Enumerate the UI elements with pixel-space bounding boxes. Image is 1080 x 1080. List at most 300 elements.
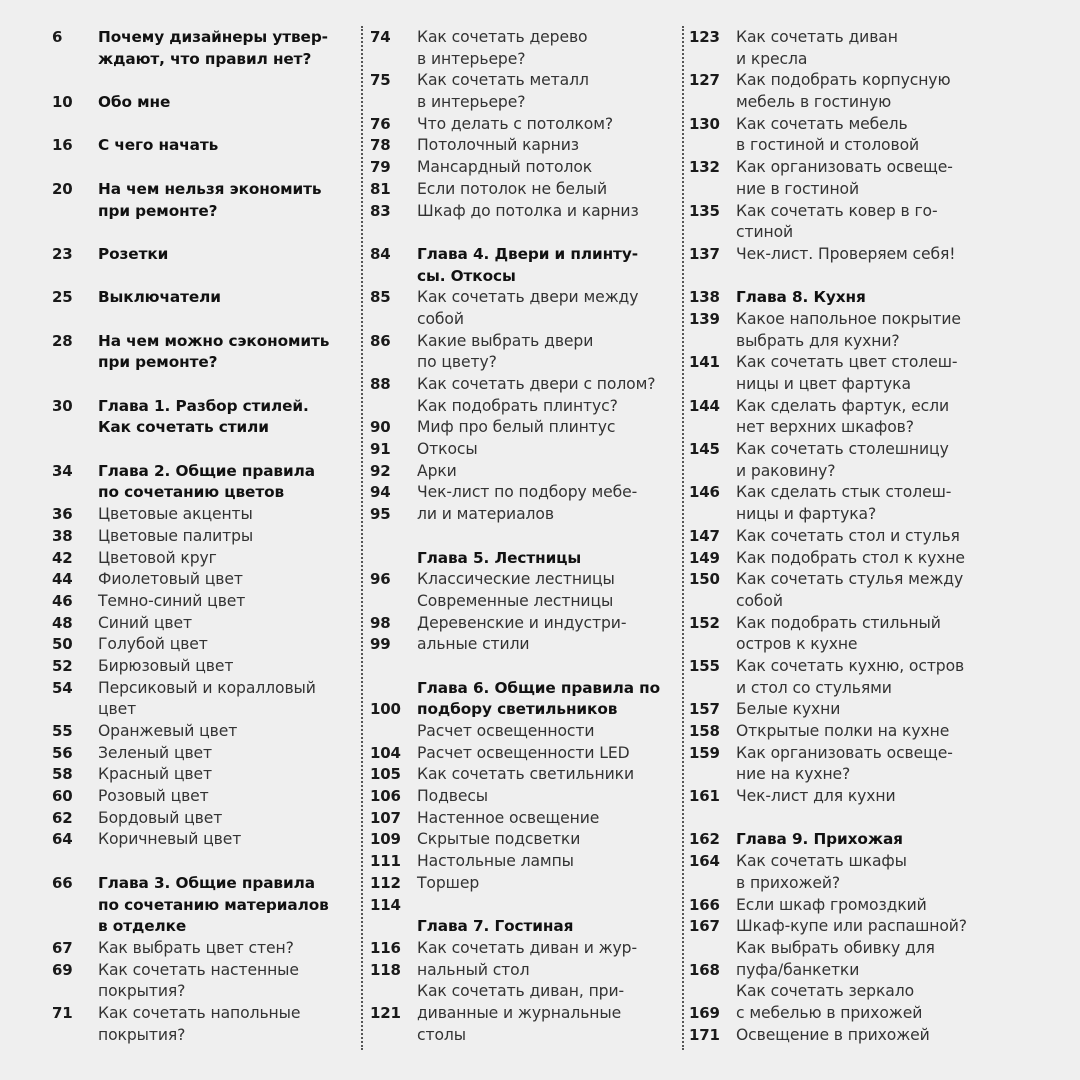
toc-page-number: 44 — [52, 570, 73, 589]
toc-page-number: 91 — [370, 440, 391, 459]
toc-entry-line — [370, 49, 670, 71]
toc-heading-line — [52, 461, 342, 483]
toc-entry-line — [370, 179, 670, 201]
toc-entry-title: Как сочетать стол и стулья — [736, 526, 960, 545]
toc-entry-title: Бордовый цвет — [98, 808, 223, 827]
toc-entry-line — [370, 92, 670, 114]
toc-page-number: 67 — [52, 938, 73, 957]
toc-page-number — [689, 873, 736, 895]
toc-entry-line — [689, 764, 989, 786]
toc-entry-line — [689, 461, 989, 483]
toc-entry-title: покрытия? — [98, 1025, 186, 1044]
toc-entry-line — [689, 613, 989, 635]
toc-entry-title: Подвесы — [417, 787, 489, 806]
toc-entry-line — [370, 786, 670, 808]
toc-entry-line — [52, 504, 342, 526]
toc-entry-line — [689, 49, 989, 71]
toc-entry-title: ли и материалов — [417, 505, 554, 524]
toc-entry-title: собой — [417, 309, 464, 328]
toc-page-number: 114 — [370, 895, 401, 914]
column-divider — [682, 26, 684, 1050]
toc-entry-title: ждают, что правил нет? — [98, 49, 312, 68]
toc-page-number: 52 — [52, 656, 73, 675]
toc-entry-line — [689, 331, 989, 353]
toc-page-number: 111 — [370, 852, 401, 871]
toc-page-number — [689, 981, 736, 1003]
toc-entry-title: Настольные лампы — [417, 852, 574, 871]
toc-entry-line — [52, 981, 342, 1003]
toc-entry-line — [370, 482, 670, 504]
toc-page-number — [52, 352, 98, 374]
toc-page-number: 130 — [689, 114, 720, 133]
toc-page-number — [689, 331, 736, 353]
toc-entry-title: Если шкаф громоздкий — [736, 895, 927, 914]
toc-entry-title: Как сочетать диван — [736, 28, 898, 46]
toc-entry-title: Открытые полки на кухне — [736, 722, 950, 740]
toc-entry-title: Как сочетать настенные — [98, 960, 299, 979]
toc-page-number: 36 — [52, 505, 73, 524]
toc-page-number: 28 — [52, 331, 73, 350]
toc-entry-title: Глава 3. Общие правила — [98, 873, 315, 892]
toc-entry-title: Выключатели — [98, 288, 221, 307]
toc-entry-title: в прихожей? — [736, 873, 841, 892]
toc-page-number — [370, 309, 417, 331]
toc-page-number: 92 — [370, 461, 391, 480]
toc-spacer — [52, 114, 342, 136]
toc-entry-title: Голубой цвет — [98, 635, 208, 654]
toc-spacer — [52, 222, 342, 244]
toc-page-number: 171 — [689, 1025, 720, 1044]
toc-entry-line — [370, 981, 670, 1003]
toc-page-number: 127 — [689, 71, 720, 90]
toc-page-number: 155 — [689, 656, 720, 675]
toc-page-number — [52, 482, 98, 504]
toc-entry-title: Цветовые акценты — [98, 505, 253, 524]
toc-entry-title: Фиолетовый цвет — [98, 570, 243, 589]
toc-entry-title: Как сочетать диван и жур- — [417, 938, 638, 957]
toc-heading-line — [370, 266, 670, 288]
toc-entry-line — [52, 786, 342, 808]
toc-heading-line — [52, 895, 342, 917]
toc-entry-title: и кресла — [736, 49, 808, 68]
toc-entry-line — [689, 309, 989, 331]
toc-page-number: 34 — [52, 461, 73, 480]
toc-page-number — [689, 461, 736, 483]
toc-entry-line — [52, 591, 342, 613]
toc-entry-line — [689, 157, 989, 179]
toc-entry-line — [689, 938, 989, 960]
toc-heading-line — [370, 244, 670, 266]
toc-entry-line — [689, 439, 989, 461]
toc-entry-line — [52, 1025, 342, 1047]
toc-page-number: 76 — [370, 114, 391, 133]
toc-entry-line — [370, 287, 670, 309]
toc-entry-title: Как сочетать кухню, остров — [736, 656, 965, 675]
toc-entry-line — [689, 1003, 989, 1025]
column-divider — [361, 26, 363, 1050]
toc-entry-title: Как сочетать зеркало — [736, 982, 915, 1001]
toc-entry-line — [689, 851, 989, 873]
toc-entry-title: покрытия? — [98, 982, 186, 1001]
toc-entry-title: столы — [417, 1025, 466, 1044]
toc-entry-title: Глава 9. Прихожая — [736, 830, 903, 849]
toc-entry-title: Как подобрать корпусную — [736, 71, 951, 90]
toc-entry-line — [370, 1025, 670, 1047]
toc-page-number: 144 — [689, 396, 720, 415]
toc-entry-title: ние на кухне? — [736, 765, 851, 784]
toc-entry-title: подбору светильников — [417, 700, 618, 719]
toc-page-number — [689, 374, 736, 396]
toc-spacer — [52, 309, 342, 331]
toc-page-number: 6 — [52, 28, 63, 46]
toc-entry-line — [689, 482, 989, 504]
toc-entry-title: Как сделать фартук, если — [736, 396, 950, 415]
toc-page-number — [370, 981, 417, 1003]
toc-page-number: 139 — [689, 309, 720, 328]
toc-page-number: 100 — [370, 700, 401, 719]
toc-entry-line — [689, 895, 989, 917]
toc-entry-title: Потолочный карниз — [417, 136, 580, 155]
toc-page-number: 48 — [52, 613, 73, 632]
toc-page-number — [52, 417, 98, 439]
toc-entry-title: и раковину? — [736, 461, 836, 480]
toc-heading-line — [52, 244, 342, 266]
toc-entry-line — [689, 179, 989, 201]
toc-entry-line — [52, 569, 342, 591]
toc-entry-title: стиной — [736, 223, 794, 242]
toc-entry-line — [689, 222, 989, 244]
toc-entry-title: Как сочетать напольные — [98, 1003, 301, 1022]
toc-entry-title: Белые кухни — [736, 700, 841, 719]
toc-entry-line — [52, 808, 342, 830]
toc-page-number: 10 — [52, 93, 73, 112]
toc-entry-line — [689, 743, 989, 765]
toc-page-number — [52, 981, 98, 1003]
toc-entry-title: Как сочетать столешницу — [736, 440, 949, 459]
toc-heading-line — [689, 287, 989, 309]
toc-page-number: 58 — [52, 765, 73, 784]
toc-entry-line — [689, 27, 989, 49]
toc-heading-line — [52, 135, 342, 157]
toc-spacer — [52, 157, 342, 179]
toc-entry-line — [689, 1025, 989, 1047]
toc-heading-line — [370, 678, 670, 700]
toc-entry-title: по сочетанию материалов — [98, 895, 329, 914]
toc-entry-line — [370, 591, 670, 613]
toc-entry-line — [689, 699, 989, 721]
toc-spacer — [689, 266, 989, 288]
toc-heading-line — [52, 179, 342, 201]
toc-entry-title: Персиковый и коралловый — [98, 678, 316, 697]
toc-page-number — [370, 92, 417, 114]
toc-entry-line — [370, 851, 670, 873]
toc-entry-title: Как сочетать цвет столеш- — [736, 353, 958, 372]
toc-entry-title: Скрытые подсветки — [417, 830, 581, 849]
toc-page-number: 56 — [52, 743, 73, 762]
toc-page-number: 83 — [370, 201, 391, 220]
toc-page-number: 55 — [52, 722, 73, 740]
toc-page-number — [370, 396, 417, 418]
toc-page-number: 118 — [370, 960, 401, 979]
toc-entry-line — [370, 461, 670, 483]
toc-page-number: 71 — [52, 1003, 73, 1022]
toc-entry-line — [52, 634, 342, 656]
toc-column-2 — [370, 27, 670, 1046]
toc-entry-line — [370, 352, 670, 374]
toc-entry-line — [52, 1003, 342, 1025]
toc-page-number: 94 — [370, 483, 391, 502]
toc-page-number: 60 — [52, 787, 73, 806]
toc-entry-title: выбрать для кухни? — [736, 331, 900, 350]
toc-entry-line — [370, 439, 670, 461]
toc-entry-line — [370, 374, 670, 396]
toc-entry-line — [370, 157, 670, 179]
toc-entry-title: Чек-лист для кухни — [736, 787, 896, 806]
toc-entry-title: в гостиной и столовой — [736, 136, 920, 155]
toc-page-number — [689, 938, 736, 960]
toc-entry-line — [370, 743, 670, 765]
toc-entry-line — [370, 895, 670, 917]
toc-heading-line — [52, 873, 342, 895]
toc-entry-line — [689, 656, 989, 678]
toc-entry-title: Глава 2. Общие правила — [98, 461, 315, 480]
toc-entry-title: ницы и цвет фартука — [736, 375, 911, 393]
toc-entry-title: Темно-синий цвет — [98, 591, 246, 610]
toc-entry-line — [52, 829, 342, 851]
toc-entry-title: Обо мне — [98, 93, 171, 112]
toc-entry-title: Глава 1. Разбор стилей. — [98, 396, 309, 415]
toc-entry-title: нет верхних шкафов? — [736, 418, 914, 437]
toc-entry-title: Как сочетать шкафы — [736, 852, 907, 871]
toc-entry-line — [370, 634, 670, 656]
toc-page-number: 135 — [689, 201, 720, 220]
toc-page-number — [689, 222, 736, 244]
toc-page-number: 152 — [689, 613, 720, 632]
toc-entry-title: нальный стол — [417, 960, 530, 979]
toc-entry-line — [370, 829, 670, 851]
toc-entry-title: и стол со стульями — [736, 678, 892, 697]
toc-page-number — [370, 49, 417, 71]
toc-spacer — [370, 656, 670, 678]
toc-entry-title: остров к кухне — [736, 635, 858, 654]
toc-page-number — [689, 591, 736, 613]
toc-page-number: 99 — [370, 635, 391, 654]
toc-entry-line — [689, 70, 989, 92]
toc-entry-line — [689, 92, 989, 114]
toc-entry-title: при ремонте? — [98, 201, 218, 220]
toc-page-number: 121 — [370, 1003, 401, 1022]
toc-page-number — [370, 678, 417, 700]
toc-entry-title: Розовый цвет — [98, 787, 209, 806]
toc-entry-line — [52, 743, 342, 765]
toc-entry-title: Освещение в прихожей — [736, 1025, 930, 1044]
toc-heading-line — [52, 92, 342, 114]
toc-entry-title: Глава 4. Двери и плинту- — [417, 244, 638, 263]
toc-entry-line — [370, 721, 670, 743]
toc-entry-title: Чек-лист. Проверяем себя! — [736, 244, 956, 263]
toc-entry-title: сы. Откосы — [417, 266, 516, 285]
toc-page-number: 75 — [370, 71, 391, 90]
toc-entry-line — [689, 960, 989, 982]
toc-spacer — [370, 222, 670, 244]
toc-page-number — [370, 721, 417, 743]
toc-entry-line — [52, 656, 342, 678]
toc-entry-title: ние в гостиной — [736, 179, 860, 198]
toc-entry-line — [689, 591, 989, 613]
toc-entry-title: Что делать с потолком? — [417, 114, 614, 133]
toc-entry-line — [370, 808, 670, 830]
toc-entry-title: Коричневый цвет — [98, 830, 242, 849]
toc-heading-line — [52, 287, 342, 309]
toc-page-number — [689, 92, 736, 114]
toc-entry-line — [52, 613, 342, 635]
toc-entry-title: в интерьере? — [417, 93, 526, 112]
toc-heading-line — [370, 548, 670, 570]
toc-spacer — [52, 851, 342, 873]
toc-page-number: 98 — [370, 613, 391, 632]
toc-page-number — [52, 895, 98, 917]
toc-page-number — [689, 504, 736, 526]
toc-page-number — [689, 764, 736, 786]
toc-page-number — [370, 591, 417, 613]
toc-entry-line — [689, 352, 989, 374]
toc-entry-line — [52, 699, 342, 721]
toc-page-number: 16 — [52, 136, 73, 155]
toc-entry-title: Какое напольное покрытие — [736, 309, 961, 328]
toc-spacer — [52, 266, 342, 288]
toc-page-number: 96 — [370, 570, 391, 589]
toc-entry-title: пуфа/банкетки — [736, 960, 860, 979]
toc-entry-line — [370, 938, 670, 960]
toc-entry-title: Как выбрать цвет стен? — [98, 938, 294, 957]
toc-page-number — [52, 201, 98, 223]
toc-entry-title: Настенное освещение — [417, 808, 600, 827]
toc-heading-line — [370, 916, 670, 938]
toc-page-number: 123 — [689, 28, 720, 46]
toc-page-number — [52, 699, 98, 721]
toc-heading-line — [52, 49, 342, 71]
toc-entry-line — [370, 569, 670, 591]
toc-page-number: 166 — [689, 895, 720, 914]
toc-page-number: 149 — [689, 548, 720, 567]
toc-entry-title: с мебелью в прихожей — [736, 1003, 923, 1022]
toc-page-number: 109 — [370, 830, 401, 849]
toc-entry-line — [370, 504, 670, 526]
toc-entry-line — [370, 70, 670, 92]
toc-entry-line — [370, 1003, 670, 1025]
toc-entry-title: Откосы — [417, 440, 478, 459]
toc-entry-title: Как организовать освеще- — [736, 743, 953, 762]
toc-page-number — [689, 135, 736, 157]
toc-entry-line — [52, 938, 342, 960]
toc-page-number: 46 — [52, 591, 73, 610]
toc-page-number: 95 — [370, 505, 391, 524]
toc-entry-title: Если потолок не белый — [417, 179, 607, 198]
toc-entry-title: Цветовые палитры — [98, 526, 254, 545]
toc-entry-title: Как сочетать стулья между — [736, 570, 964, 589]
toc-entry-title: Чек-лист по подбору мебе- — [417, 483, 638, 502]
toc-entry-line — [52, 678, 342, 700]
toc-entry-title: Почему дизайнеры утвер- — [98, 28, 328, 46]
toc-entry-line — [689, 417, 989, 439]
toc-entry-title: Как подобрать стильный — [736, 613, 941, 632]
toc-entry-line — [370, 417, 670, 439]
toc-heading-line — [52, 201, 342, 223]
toc-entry-line — [370, 114, 670, 136]
toc-entry-line — [52, 960, 342, 982]
toc-entry-title: Как сочетать светильники — [417, 765, 635, 784]
toc-heading-line — [52, 916, 342, 938]
toc-entry-title: Как сочетать металл — [417, 71, 589, 90]
toc-entry-title: На чем можно сэкономить — [98, 331, 330, 350]
toc-column-3 — [689, 27, 989, 1046]
toc-page-number: 64 — [52, 830, 73, 849]
toc-entry-line — [370, 135, 670, 157]
toc-page-number — [52, 1025, 98, 1047]
toc-entry-title: Оранжевый цвет — [98, 722, 238, 740]
toc-page-number: 66 — [52, 873, 73, 892]
toc-entry-title: Современные лестницы — [417, 591, 614, 610]
toc-entry-title: Мансардный потолок — [417, 158, 593, 177]
toc-page-number: 69 — [52, 960, 73, 979]
toc-page-number: 159 — [689, 743, 720, 762]
toc-page-number: 169 — [689, 1003, 720, 1022]
toc-entry-title: Как сочетать дерево — [417, 28, 588, 46]
toc-entry-line — [370, 764, 670, 786]
toc-page-number: 86 — [370, 331, 391, 350]
toc-entry-title: ницы и фартука? — [736, 505, 877, 524]
toc-page-number — [689, 49, 736, 71]
toc-page-number: 90 — [370, 418, 391, 437]
toc-entry-line — [370, 960, 670, 982]
toc-entry-title: диванные и журнальные — [417, 1003, 622, 1022]
toc-entry-title: Как подобрать стол к кухне — [736, 548, 965, 567]
toc-entry-title: Шкаф-купе или распашной? — [736, 917, 967, 936]
toc-page-number: 116 — [370, 938, 401, 957]
toc-entry-title: Торшер — [417, 873, 480, 892]
toc-entry-title: собой — [736, 591, 783, 610]
toc-entry-title: Синий цвет — [98, 613, 192, 632]
toc-page-number: 81 — [370, 179, 391, 198]
toc-page-number: 146 — [689, 483, 720, 502]
toc-page-number: 85 — [370, 288, 391, 307]
toc-entry-title: Какие выбрать двери — [417, 331, 594, 350]
toc-page-number: 145 — [689, 440, 720, 459]
toc-entry-line — [52, 721, 342, 743]
toc-heading-line — [52, 396, 342, 418]
toc-page-number — [370, 916, 417, 938]
toc-entry-line — [689, 244, 989, 266]
toc-entry-title: мебель в гостиную — [736, 93, 892, 112]
toc-entry-title: Как организовать освеще- — [736, 158, 953, 177]
toc-entry-line — [689, 569, 989, 591]
toc-entry-title: Глава 8. Кухня — [736, 288, 866, 307]
toc-entry-title: На чем нельзя экономить — [98, 179, 322, 198]
toc-entry-line — [689, 526, 989, 548]
toc-page-number: 74 — [370, 28, 391, 46]
toc-entry-line — [52, 764, 342, 786]
toc-heading-line — [52, 331, 342, 353]
toc-page-number: 78 — [370, 136, 391, 155]
toc-page-number: 147 — [689, 526, 720, 545]
toc-page-number: 161 — [689, 787, 720, 806]
toc-entry-line — [689, 201, 989, 223]
toc-entry-line — [370, 201, 670, 223]
toc-entry-title: в отделке — [98, 917, 187, 936]
toc-entry-line — [370, 331, 670, 353]
toc-entry-line — [370, 396, 670, 418]
toc-entry-title: при ремонте? — [98, 353, 218, 372]
